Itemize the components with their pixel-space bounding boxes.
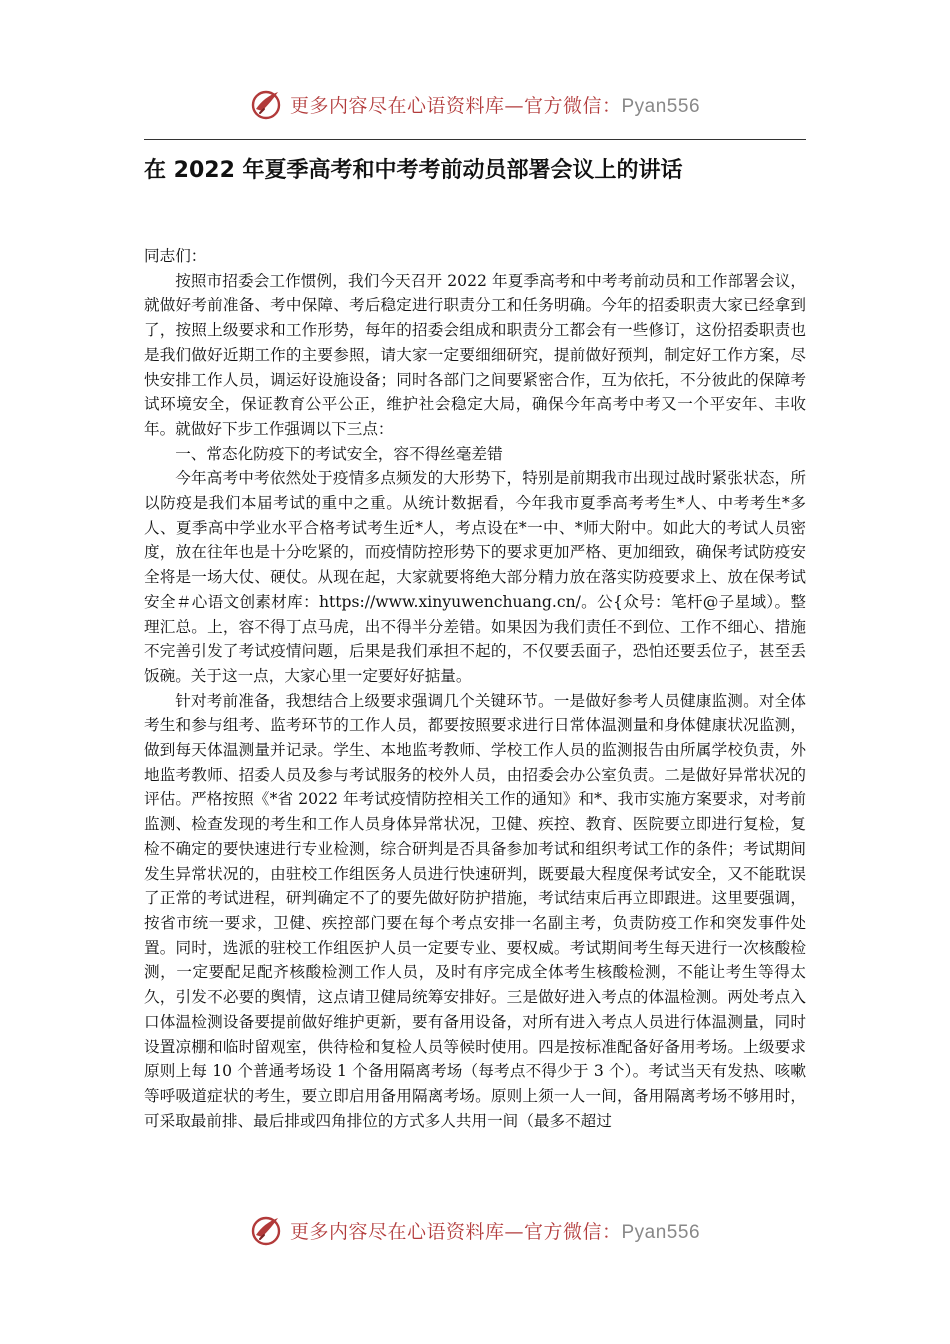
document-title: 在 2022 年夏季高考和中考考前动员部署会议上的讲话 xyxy=(144,158,683,183)
watermark-account: Pyan556 xyxy=(621,95,701,117)
brush-logo-icon xyxy=(250,1213,284,1247)
section-heading: 一、常态化防疫下的考试安全，容不得丝毫差错 xyxy=(175,444,503,463)
watermark-account: Pyan556 xyxy=(621,1221,701,1243)
paragraph: 今年高考中考依然处于疫情多点频发的大形势下，特别是前期我市出现过战时紧张状态，所以防疫是我们本届考试的重中之重。从统计数据看，今年我市夏季高考考生*人、中考考生*多人、夏季高中学业水平合格考试考生近*人，考点设在*一中、*师大附中。如此大的考试人员密度，放在往年也是十分吃紧的，而疫情防控形势下的要求更加严格、更加细致，确保考试防疫安全将是一场大仗、硬仗。从现在起，大家就要将绝大部分精力放在落实防疫要求上、放在保考试安全＃心语文创素材库：https://www.xinyuwenchuang.cn/。公{众号：笔杆@子星域）。整理汇总。上，容不得丁点马虎，出不得半分差错。如果因为我们责任不到位、工作不细心、措施不完善引发了考试疫情问题，后果是我们承担不起的，不仅要丢面子，恐怕还要丢位子，甚至丢饭碗。关于这一点，大家心里一定要好好掂量。 xyxy=(144,469,806,685)
paragraph: 按照市招委会工作惯例，我们今天召开 2022 年夏季高考和中考考前动员和工作部署会议，就做好考前准备、考中保障、考后稳定进行职责分工和任务明确。今年的招委职责大家已经拿到了，按照上级要求和工作形势，每年的招委会组成和职责分工都会有一些修订，这份招委职责也是我们做好近期工作的主要参照，请大家一定要细细研究，提前做好预判，制定好工作方案，尽快安排工作人员，调运好设施设备；同时各部门之间要紧密合作，互为依托，不分彼此的保障考试环境安全，保证教育公平公正，维护社会稳定大局，确保今年高考中考又一个平安年、丰收年。就做好下步工作强调以下三点： xyxy=(144,271,806,438)
brush-logo-icon xyxy=(250,87,284,121)
watermark-text: 更多内容尽在心语资料库—官方微信：Pyan556 xyxy=(289,1220,701,1243)
watermark-text: 更多内容尽在心语资料库—官方微信：Pyan556 xyxy=(289,94,701,117)
watermark-banner-top xyxy=(0,82,950,126)
salutation: 同志们： xyxy=(144,247,207,265)
document-body xyxy=(144,244,806,1133)
header-divider xyxy=(144,139,806,140)
paragraph: 针对考前准备，我想结合上级要求强调几个关键环节。一是做好参考人员健康监测。对全体考生和参与组考、监考环节的工作人员，都要按照要求进行日常体温测量和身体健康状况监测，做到每天体温测量并记录。学生、本地监考教师、学校工作人员的监测报告由所属学校负责，外地监考教师、招委人员及参与考试服务的校外人员，由招委会办公室负责。二是做好异常状况的评估。严格按照《*省 2022 年考试疫情防控相关工作的通知》和*、我市实施方案要求，对考前监测、检查发现的考生和工作人员身体异常状况，卫健、疾控、教育、医院要立即进行复检，复检不确定的要快速进行专业检测，综合研判是否具备参加考试和组织考试工作的条件；考试期间发生异常状况的，由驻校工作组医务人员进行快速研判，既要最大程度保考试安全，又不能耽误了正常的考试进程，研判确定不了的要先做好防护措施，考试结束后再立即跟进。这里要强调，按省市统一要求，卫健、疾控部门要在每个考点安排一名副主考，负责防疫工作和突发事件处置。同时，选派的驻校工作组医护人员一定要专业、要权威。考试期间考生每天进行一次核酸检测，一定要配足配齐核酸检测工作人员，及时有序完成全体考生核酸检测，不能让考生等得太久，引发不必要的舆情，这点请卫健局统筹安排好。三是做好进入考点的体温检测。两处考点入口体温检测设备要提前做好维护更新，要有备用设备，对所有进入考点人员进行体温测量，同时设置凉棚和临时留观室，供待检和复检人员等候时使用。四是按标准配备好备用考场。上级要求原则上每 10 个普通考场设 1 个备用隔离考场（每考点不得少于 3 个）。考试当天有发热、咳嗽等呼吸道症状的考生，要立即启用备用隔离考场。原则上须一人一间，备用隔离考场不够用时，可采取最前排、最后排或四角排位的方式多人共用一间（最多不超过 xyxy=(144,691,806,1130)
watermark-banner-bottom xyxy=(0,1208,950,1252)
